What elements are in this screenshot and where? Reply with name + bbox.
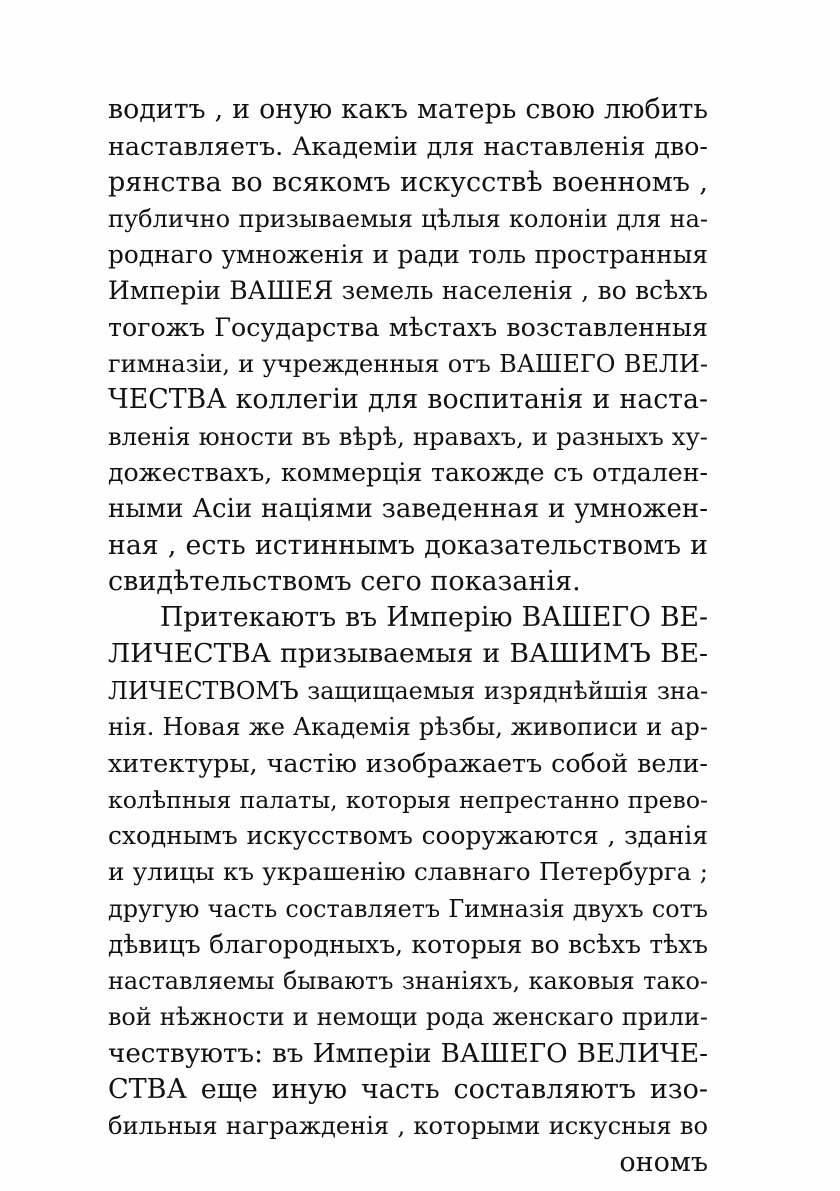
text-line: вой нѣжности и немощи рода женскаго прили- [108,1003,708,1032]
text-line: водитъ , и оную какъ матерь свою любить [108,94,708,125]
text-line: гимназiи, и учрежденныя отъ ВАШЕГО ВЕЛИ- [108,350,708,379]
text-line: дожествахъ, коммерцiя такожде съ отдален- [108,457,708,487]
page-text [108,92,708,1181]
text-line: другую часть составляетъ Гимназiя двухъ сотъ [108,894,708,923]
catchword: ономъ [619,1146,708,1178]
text-line: хитектуры, частiю изображаетъ собой вели- [108,748,708,779]
text-line: ЛИЧЕСТВОМЪ защищаемыя изряднѣйшiя зна- [108,676,708,705]
text-line: вленiя юности въ вѣрѣ, нравахъ, и разныхъ ху- [108,422,708,451]
text-line: колѣпныя палаты, которыя непрестанно прево- [108,785,708,814]
text-line: свидѣтельствомъ сего показанiя. [108,565,581,597]
text-line: ными Асiи нацiями заведенная и умножен- [108,494,708,525]
text-line: бильныя награжденiя , которыми искусныя во [108,1112,708,1141]
text-line: ная , есть истиннымъ доказательствомъ и [108,529,708,561]
text-line: ЧЕСТВА коллегiи для воспитанiя и наста- [108,384,708,416]
text-line: рянства во всякомъ искусствѣ военномъ , [108,166,708,198]
text-line: сходнымъ искусствомъ сооружаются , зданiя [108,820,708,850]
text-line: чествуютъ: въ Имперiи ВАШЕГО ВЕЛИЧЕ- [108,1038,708,1069]
text-line: наставляетъ. Академiи для наставленiя дво- [108,131,708,162]
text-line: Имперiи ВАШЕЯ земель населенiя , во всѣхъ [108,276,708,306]
text-line: публично призываемыя цѣлыя колонiи для на- [108,204,708,233]
paragraph-start-line: Притекаютъ въ Имперiю ВАШЕГО ВЕ- [160,602,708,634]
text-line: и улицы къ украшенiю славнаго Петербурга ; [108,857,708,887]
text-line: дѣвицъ благородныхъ, которыя во всѣхъ тѣхъ [108,929,708,959]
text-line: тогожъ Государства мѣстахъ возставленныя [108,312,708,342]
text-line: нiя. Новая же Академiя рѣзбы, живописи и ар- [108,713,708,742]
text-line: наставляемы бываютъ знанiяхъ, каковыя тако- [108,967,708,996]
text-line: ЛИЧЕСТВА призываемыя и ВАШИМЪ ВЕ- [108,638,708,670]
text-line: роднаго умноженiя и ради толь пространныя [108,240,708,270]
text-line: СТВА еще иную часть составляютъ изо- [108,1074,708,1106]
